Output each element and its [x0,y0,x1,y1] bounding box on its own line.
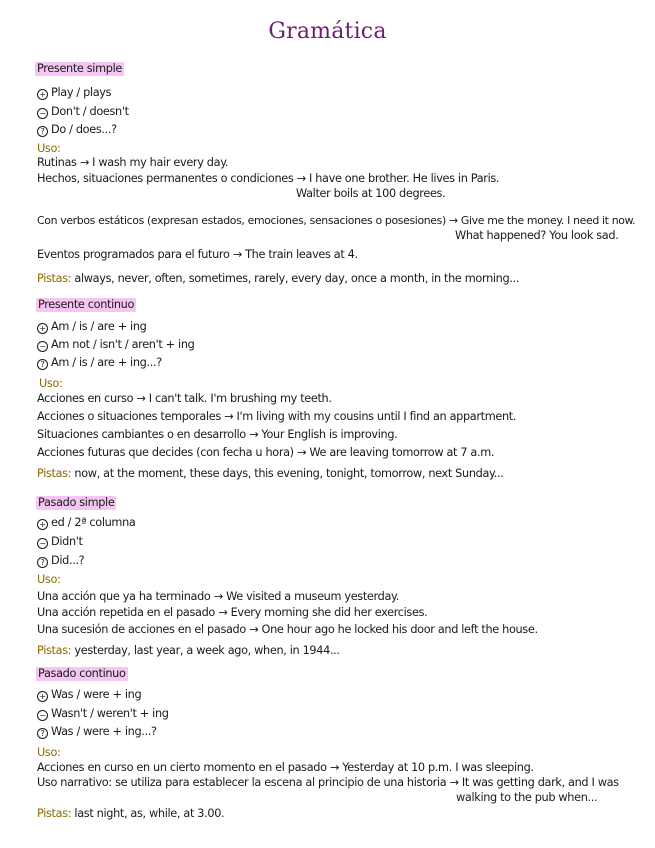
question-icon: ? [37,359,48,370]
form-question: ? Am / is / are + ing...? [37,356,162,370]
uso-line: Eventos programados para el futuro → The train leaves at 4. [37,248,358,261]
uso-line: Acciones o situaciones temporales → I'm living with my cousins until I find an appartment. [37,410,517,423]
form-positive: + Play / plays [37,86,111,100]
section-heading-pasado-continuo: Pasado continuo [38,667,126,680]
uso-line: Rutinas → I wash my hair every day. [37,156,229,169]
pistas-line: Pistas: yesterday, last year, a week ago, when, in 1944... [37,644,340,657]
form-negative: − Am not / isn't / aren't + ing [37,338,194,352]
form-positive: + Was / were + ing [37,688,141,702]
uso-line: Hechos, situaciones permanentes o condiciones → I have one brother. He lives in Paris. [37,172,500,185]
uso-line: Acciones en curso → I can't talk. I'm brushing my teeth. [37,392,332,405]
pistas-line: Pistas: always, never, often, sometimes, rarely, every day, once a month, in the morning... [37,272,520,285]
uso-line: Uso narrativo: se utiliza para establecer la escena al principio de una historia → It was getting dark, and I was [37,776,619,789]
minus-icon: − [37,710,48,721]
minus-icon: − [37,538,48,549]
uso-line: Acciones futuras que decides (con fecha u hora) → We are leaving tomorrow at 7 a.m. [37,446,495,459]
section-heading-presente-continuo: Presente continuo [38,298,135,311]
uso-line: Situaciones cambiantes o en desarrollo → Your English is improving. [37,428,398,441]
section-heading-pasado-simple: Pasado simple [38,496,115,509]
section-heading-presente-simple: Presente simple [37,62,122,75]
uso-label: Uso: [37,142,61,155]
form-negative: − Don't / doesn't [37,105,129,119]
uso-line-continuation: walking to the pub when... [456,791,598,804]
form-negative: − Didn't [37,535,83,549]
uso-line: Una acción que ya ha terminado → We visited a museum yesterday. [37,590,399,603]
uso-label: Uso: [37,573,61,586]
question-icon: ? [37,126,48,137]
form-positive: + ed / 2ª columna [37,516,135,530]
plus-icon: + [37,323,48,334]
uso-line-continuation: Walter boils at 100 degrees. [296,187,446,200]
uso-line: Una sucesión de acciones en el pasado → One hour ago he locked his door and left the house. [37,623,538,636]
question-icon: ? [37,728,48,739]
pistas-line: Pistas: last night, as, while, at 3.00. [37,807,225,820]
form-negative: − Wasn't / weren't + ing [37,707,169,721]
uso-line: Acciones en curso en un cierto momento en el pasado → Yesterday at 10 p.m. I was sleeping. [37,761,534,774]
uso-line: Una acción repetida en el pasado → Every morning she did her exercises. [37,606,428,619]
uso-label: Uso: [37,746,61,759]
form-question: ? Did...? [37,554,84,568]
plus-icon: + [37,691,48,702]
form-question: ? Was / were + ing...? [37,725,157,739]
form-positive: + Am / is / are + ing [37,320,146,334]
pistas-line: Pistas: now, at the moment, these days, this evening, tonight, tomorrow, next Sunday... [37,467,504,480]
minus-icon: − [37,108,48,119]
uso-line-continuation: What happened? You look sad. [455,229,619,242]
plus-icon: + [37,89,48,100]
form-question: ? Do / does...? [37,123,117,137]
plus-icon: + [37,519,48,530]
question-icon: ? [37,557,48,568]
minus-icon: − [37,341,48,352]
page-title: Gramática [268,19,387,44]
uso-line: Con verbos estáticos (expresan estados, emociones, sensaciones o posesiones) → Give me the money. I need it now. [37,214,636,227]
uso-label: Uso: [39,377,63,390]
